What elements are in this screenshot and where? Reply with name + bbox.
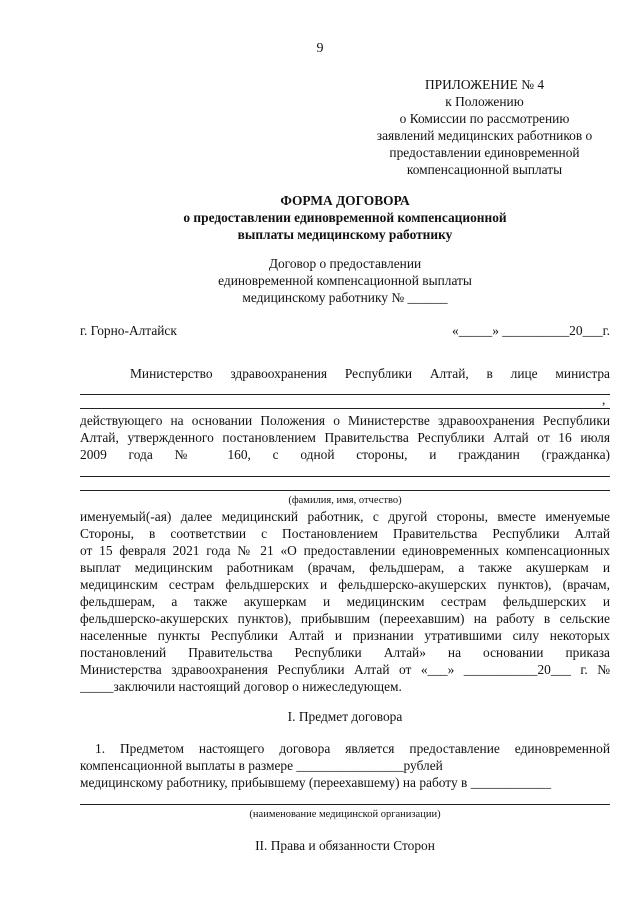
appendix-block [362,76,607,178]
body-line: фельдшерам, а также акушеркам и медицинским сестрам фельдшерских и [80,594,610,609]
page-number: 9 [316,41,324,56]
intro-line: Министерство здравоохранения Республики Алтай, в лице министра [130,366,610,381]
contract-heading [80,255,610,306]
body-line: фельдшерско-акушерских пунктов), прибывшим (переехавшим) на работу в сельские [80,611,610,626]
body-line: населенные пункты Республики Алтай и признании утратившими силу некоторых [80,628,610,643]
blank-line-citizen-2 [80,490,610,491]
body-line: именуемый(-ая) далее медицинский работник, с другой стороны, вместе именуемые [80,509,610,524]
intro-paragraph [80,412,610,463]
body-line: постановлений Правительства Республики Алтай» на основании приказа [80,645,610,660]
contract-heading-line: медицинскому работнику № ______ [242,290,448,305]
blank-line-minister-2 [80,408,610,409]
blank-line-citizen [80,476,610,477]
caption-fio: (фамилия, имя, отчество) [288,495,402,506]
body-line: выплат медицинским работникам (врачам, фельдшерам, а также акушеркам и [80,560,610,575]
appendix-line: заявлений медицинских работников о [376,128,593,143]
caption-organization: (наименование медицинской организации) [249,809,441,820]
intro-line: действующего на основании Положения о Министерстве здравоохранения Республики [80,413,610,428]
appendix-line: компенсационной выплаты [406,162,563,177]
contract-heading-line: единовременной компенсационной выплаты [218,273,472,288]
blank-line-minister [80,394,610,395]
body-line: Стороны, в соответствии с Постановлением Правительства Республики Алтай [80,526,610,541]
title-line: о предоставлении единовременной компенсационной [183,210,507,225]
clause-line: медицинскому работнику, прибывшему (переехавшему) на работу в ____________ [80,775,552,790]
comma-mark: , [602,392,606,407]
section-heading-2: II. Права и обязанности Сторон [255,838,435,853]
body-paragraph [80,508,610,695]
appendix-line: о Комиссии по рассмотрению [399,111,570,126]
contract-heading-line: Договор о предоставлении [268,256,422,271]
intro-line: Алтай, утвержденного постановлением Правительства Республики Алтай от 16 июля [80,430,610,445]
body-line: от 15 февраля 2021 года № 21 «О предоставлении единовременных компенсационных [80,543,610,558]
appendix-line: ПРИЛОЖЕНИЕ № 4 [424,77,545,92]
intro-first-line [80,365,610,382]
body-line: медицинским сестрам фельдшерских и фельдшерско-акушерских пунктов), (врачам, [80,577,610,592]
appendix-line: к Положению [445,94,524,109]
clause-1 [80,740,610,791]
blank-line-organization [80,804,610,805]
title-line: ФОРМА ДОГОВОРА [280,193,410,208]
clause-line: 1. Предметом настоящего договора является предоставление единовременной [95,741,610,756]
section-heading-1: I. Предмет договора [287,709,403,724]
body-line: Министерства здравоохранения Республики Алтай от «___» ___________20___ г. № [80,662,610,677]
document-title [80,192,610,243]
body-line: _____заключили настоящий договор о нижеследующем. [80,679,402,694]
title-line: выплаты медицинскому работнику [237,227,453,242]
city-label: г. Горно-Алтайск [80,323,177,338]
date-blank: «_____» __________20___г. [452,323,610,338]
intro-line: 2009 года № 160, с одной стороны, и гражданин (гражданка) [80,447,610,462]
clause-line: компенсационной выплаты в размере ________________рублей [80,758,443,773]
appendix-line: предоставлении единовременной [389,145,580,160]
